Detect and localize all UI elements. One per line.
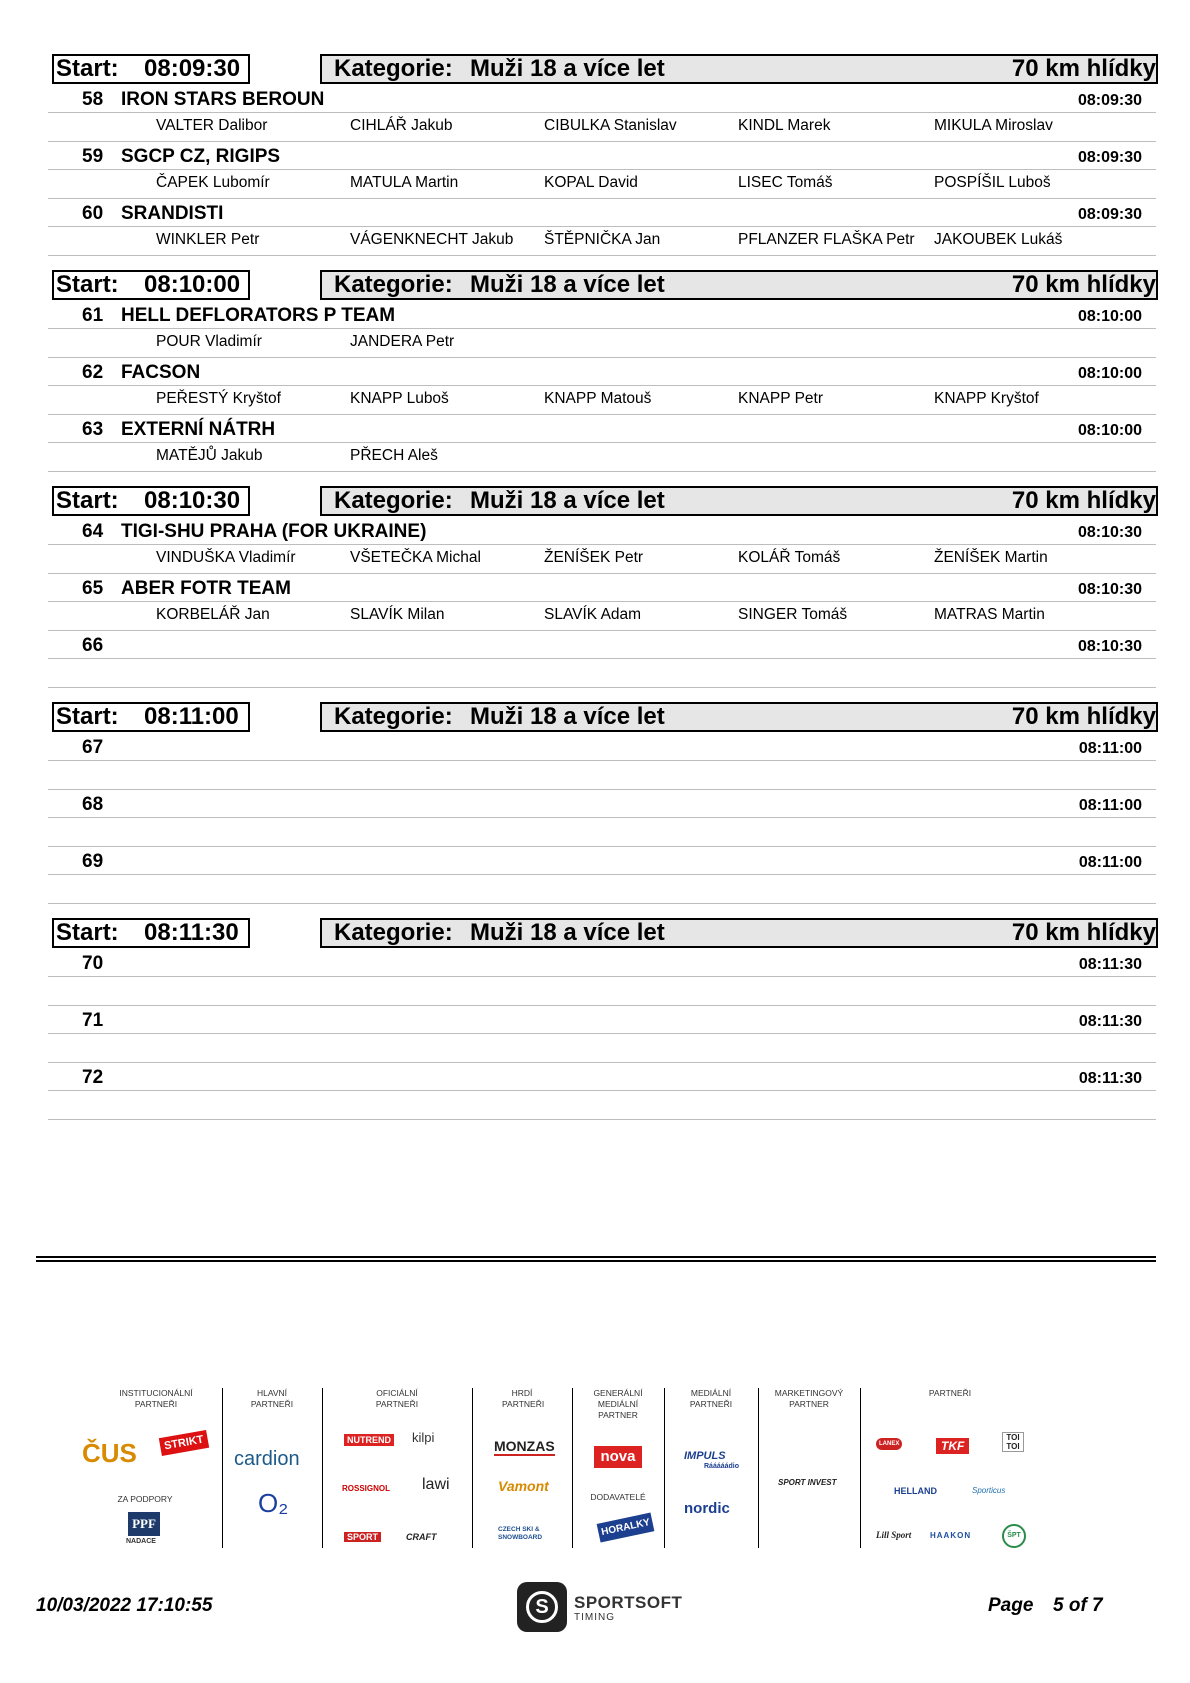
member-name: CIBULKA Stanislav [544,117,677,134]
craft-logo: CRAFT [406,1532,437,1542]
category-label: Kategorie: [334,487,453,514]
team-entry [48,302,1156,359]
team-name: IRON STARS BEROUN [121,89,325,110]
member-name: MATRAS Martin [934,606,1045,623]
member-name: MATULA Martin [350,174,459,191]
member-row [48,761,1156,790]
team-start-time: 08:11:00 [1078,854,1142,871]
brand-name: SPORTSOFT [574,1593,683,1612]
start-label: Start: [56,919,119,946]
sponsor-heading: INSTITUCIONÁLNÍ PARTNEŘI [119,1388,193,1409]
member-name: PFLANZER FLAŠKA Petr [738,231,915,248]
page-number: 5 of 7 [1053,1595,1103,1616]
nova-logo: nova [594,1446,642,1468]
team-name: EXTERNÍ NÁTRH [121,419,276,440]
member-row [48,113,1156,142]
member-name: ČAPEK Lubomír [156,174,270,191]
category-box [320,702,1158,732]
start-time-box [52,486,250,516]
team-row [48,143,1156,170]
member-row [48,659,1156,688]
team-entry [48,575,1156,632]
media-partners [664,1388,759,1548]
general-media-partner [572,1388,665,1548]
start-group-header [48,700,1156,734]
cardion-logo: cardion [234,1448,300,1470]
monzas-logo: MONZAS [494,1438,555,1454]
member-row [48,977,1156,1006]
member-name: MATĚJŮ Jakub [156,447,263,464]
member-name: ŽENÍŠEK Martin [934,549,1048,566]
team-entry [48,359,1156,416]
member-name: KINDL Marek [738,117,831,134]
team-name: SRANDISTI [121,203,224,224]
start-group-header [48,52,1156,86]
member-name: VŠETEČKA Michal [350,549,481,566]
cus-logo: ČUS [82,1438,137,1468]
team-start-time: 08:10:00 [1077,422,1142,439]
member-name: JAKOUBEK Lukáš [934,231,1063,248]
strikt-logo: STRIKT [159,1430,209,1456]
czech-ski-logo: CZECH SKI & SNOWBOARD [498,1526,543,1541]
team-name: SGCP CZ, RIGIPS [121,146,281,167]
distance: 70 km hlídky [1011,487,1156,514]
sponsor-subheading: ZA PODPORY [117,1494,173,1504]
o2-logo: O₂ [258,1488,289,1518]
team-row [48,1064,1156,1091]
member-name: KOLÁŘ Tomáš [738,549,841,566]
team-entry [48,1007,1156,1064]
sporticus-logo: Sporticus [972,1486,1006,1495]
team-row [48,950,1156,977]
start-time-box [52,702,250,732]
team-entry [48,86,1156,143]
team-row [48,302,1156,329]
member-name: ŽENÍŠEK Petr [544,549,644,566]
bib-number: 71 [82,1010,104,1031]
member-name: WINKLER Petr [156,231,260,248]
sponsor-heading: OFICIÁLNÍ PARTNEŘI [375,1388,419,1409]
member-name: VÁGENKNECHT Jakub [350,231,514,248]
marketing-partner [758,1388,861,1548]
member-row [48,602,1156,631]
team-start-time: 08:10:30 [1077,638,1142,655]
member-name: ŠTĚPNIČKA Jan [544,231,661,248]
team-start-time: 08:09:30 [1077,149,1142,166]
group-spacer [48,257,1156,268]
horalky-logo: HORALKY [597,1512,655,1542]
team-start-time: 08:09:30 [1077,206,1142,223]
distance: 70 km hlídky [1011,919,1156,946]
team-name: FACSON [121,362,201,383]
team-start-time: 08:10:00 [1077,365,1142,382]
bib-number: 61 [82,305,104,326]
category-label: Kategorie: [334,55,453,82]
group-spacer [48,689,1156,700]
bib-number: 66 [82,635,104,656]
bib-number: 62 [82,362,104,383]
member-name: PŘECH Aleš [350,447,438,464]
start-label: Start: [56,55,119,82]
team-start-time: 08:10:30 [1077,524,1142,541]
start-label: Start: [56,703,119,730]
member-name: SLAVÍK Milan [350,606,445,623]
team-entry [48,848,1156,905]
member-row [48,1091,1156,1120]
start-time-box [52,918,250,948]
team-start-time: 08:11:30 [1078,956,1142,973]
team-entry [48,518,1156,575]
start-time-box [52,54,250,84]
team-row [48,734,1156,761]
print-timestamp: 10/03/2022 17:10:55 [36,1595,213,1616]
start-time-box [52,270,250,300]
member-name: SINGER Tomáš [738,606,848,623]
group-spacer [48,1121,1156,1132]
team-start-time: 08:09:30 [1077,92,1142,109]
category-box [320,918,1158,948]
page-label: Page [988,1595,1034,1616]
team-name: HELL DEFLORATORS P TEAM [121,305,396,326]
member-row [48,386,1156,415]
team-entry [48,143,1156,200]
member-name: KNAPP Petr [738,390,824,407]
main-partners [222,1388,323,1548]
category-box [320,486,1158,516]
lanex-logo: LANEX [876,1438,902,1450]
bib-number: 70 [82,953,104,974]
bib-number: 58 [82,89,104,110]
brand-subtitle: TIMING [574,1612,615,1623]
partners [860,1388,1040,1548]
bib-number: 69 [82,851,104,872]
team-entry [48,734,1156,791]
start-group-header [48,484,1156,518]
team-entry [48,1064,1156,1121]
category-value: Muži 18 a více let [470,271,665,298]
category-label: Kategorie: [334,919,453,946]
member-name: MIKULA Miroslav [934,117,1053,134]
footer-divider [36,1260,1156,1262]
distance: 70 km hlídky [1011,271,1156,298]
team-entry [48,791,1156,848]
start-label: Start: [56,487,119,514]
sport-invest-logo: SPORT INVEST [778,1478,837,1487]
member-name: KNAPP Luboš [350,390,449,407]
radio-text: Rááááádio [704,1463,740,1470]
category-box [320,54,1158,84]
rossignol-logo: ROSSIGNOL [342,1484,391,1493]
member-name: KORBELÁŘ Jan [156,606,270,623]
nordic-logo: nordic [684,1500,730,1517]
team-row [48,359,1156,386]
team-row [48,575,1156,602]
haakon-logo: HAAKON [930,1531,972,1540]
member-name: POUR Vladimír [156,333,262,350]
group-spacer [48,473,1156,484]
team-entry [48,950,1156,1007]
start-time: 08:11:00 [144,703,239,730]
team-row [48,200,1156,227]
member-name: LISEC Tomáš [738,174,833,191]
sportsoft-logo [517,1582,567,1632]
sponsor-subheading: DODAVATELÉ [590,1492,646,1502]
distance: 70 km hlídky [1011,55,1156,82]
bib-number: 64 [82,521,104,542]
member-row [48,875,1156,904]
sponsor-heading: HRDÍ PARTNEŘI [502,1388,545,1409]
bib-number: 59 [82,146,104,167]
member-name: POSPÍŠIL Luboš [934,174,1051,191]
team-row [48,518,1156,545]
start-label: Start: [56,271,119,298]
category-value: Muži 18 a více let [470,919,665,946]
bib-number: 68 [82,794,104,815]
nadace-text: NADACE [126,1538,156,1545]
category-value: Muži 18 a více let [470,487,665,514]
member-name: CIHLÁŘ Jakub [350,117,453,134]
member-row [48,545,1156,574]
bib-number: 67 [82,737,104,758]
team-row [48,632,1156,659]
nutrend-logo: NUTREND [344,1434,394,1446]
start-time: 08:10:00 [144,271,241,298]
member-row [48,329,1156,358]
toitoi-logo: TOI TOI [1002,1432,1024,1452]
sportsoft-s-icon: S [526,1591,558,1623]
start-time: 08:10:30 [144,487,241,514]
vamont-logo: Vamont [498,1478,549,1494]
member-name: KNAPP Kryštof [934,390,1039,407]
sponsor-heading: GENERÁLNÍ MEDIÁLNÍ PARTNER [593,1388,643,1420]
member-name: JANDERA Petr [350,333,455,350]
team-entry [48,632,1156,689]
team-start-time: 08:11:00 [1078,740,1142,757]
member-name: KOPAL David [544,174,638,191]
tkf-logo: TKF [936,1438,969,1454]
sponsor-panel [82,1388,1110,1548]
category-value: Muži 18 a více let [470,703,665,730]
member-row [48,818,1156,847]
team-start-time: 08:11:30 [1078,1070,1142,1087]
member-name: VALTER Dalibor [156,117,268,134]
sponsor-heading: MEDIÁLNÍ PARTNEŘI [689,1388,733,1409]
start-group-header [48,916,1156,950]
team-entry [48,416,1156,473]
bib-number: 63 [82,419,104,440]
proud-partners [472,1388,573,1548]
member-name: VINDUŠKA Vladimír [156,549,296,566]
spt-logo: ŠPT [1002,1524,1026,1548]
team-start-time: 08:11:00 [1078,797,1142,814]
member-row [48,443,1156,472]
team-entry [48,200,1156,257]
official-partners [322,1388,473,1548]
bib-number: 72 [82,1067,104,1088]
sport-logo: SPORT [344,1532,381,1542]
team-start-time: 08:11:30 [1078,1013,1142,1030]
start-time: 08:09:30 [144,55,241,82]
category-value: Muži 18 a více let [470,55,665,82]
sponsor-heading: HLAVNÍ PARTNEŘI [250,1388,294,1409]
member-name: PEŘESTÝ Kryštof [156,390,281,407]
helland-logo: HELLAND [894,1486,937,1496]
category-label: Kategorie: [334,703,453,730]
team-row [48,1007,1156,1034]
lill-sport-logo: Lill Sport [876,1530,912,1540]
team-name: ABER FOTR TEAM [121,578,291,599]
team-name: TIGI-SHU PRAHA (FOR UKRAINE) [121,521,427,542]
team-row [48,848,1156,875]
ppf-logo: PPF [128,1512,160,1536]
impuls-logo: IMPULS [684,1450,726,1462]
start-time: 08:11:30 [144,919,239,946]
member-row [48,170,1156,199]
start-list [48,52,1156,1132]
institutional-partners [82,1388,223,1548]
sponsor-heading: PARTNEŘI [928,1388,972,1398]
bib-number: 65 [82,578,104,599]
team-row [48,86,1156,113]
distance: 70 km hlídky [1011,703,1156,730]
kilpi-logo: kilpi [412,1430,435,1445]
category-label: Kategorie: [334,271,453,298]
group-spacer [48,905,1156,916]
category-box [320,270,1158,300]
member-name: SLAVÍK Adam [544,606,642,623]
bib-number: 60 [82,203,104,224]
member-row [48,227,1156,256]
start-group-header [48,268,1156,302]
member-name: KNAPP Matouš [544,390,652,407]
team-row [48,416,1156,443]
lawi-logo: lawi [422,1476,450,1493]
team-row [48,791,1156,818]
member-row [48,1034,1156,1063]
sponsor-heading: MARKETINGOVÝ PARTNER [774,1388,844,1409]
team-start-time: 08:10:00 [1077,308,1142,325]
footer-divider [36,1256,1156,1258]
team-start-time: 08:10:30 [1077,581,1142,598]
